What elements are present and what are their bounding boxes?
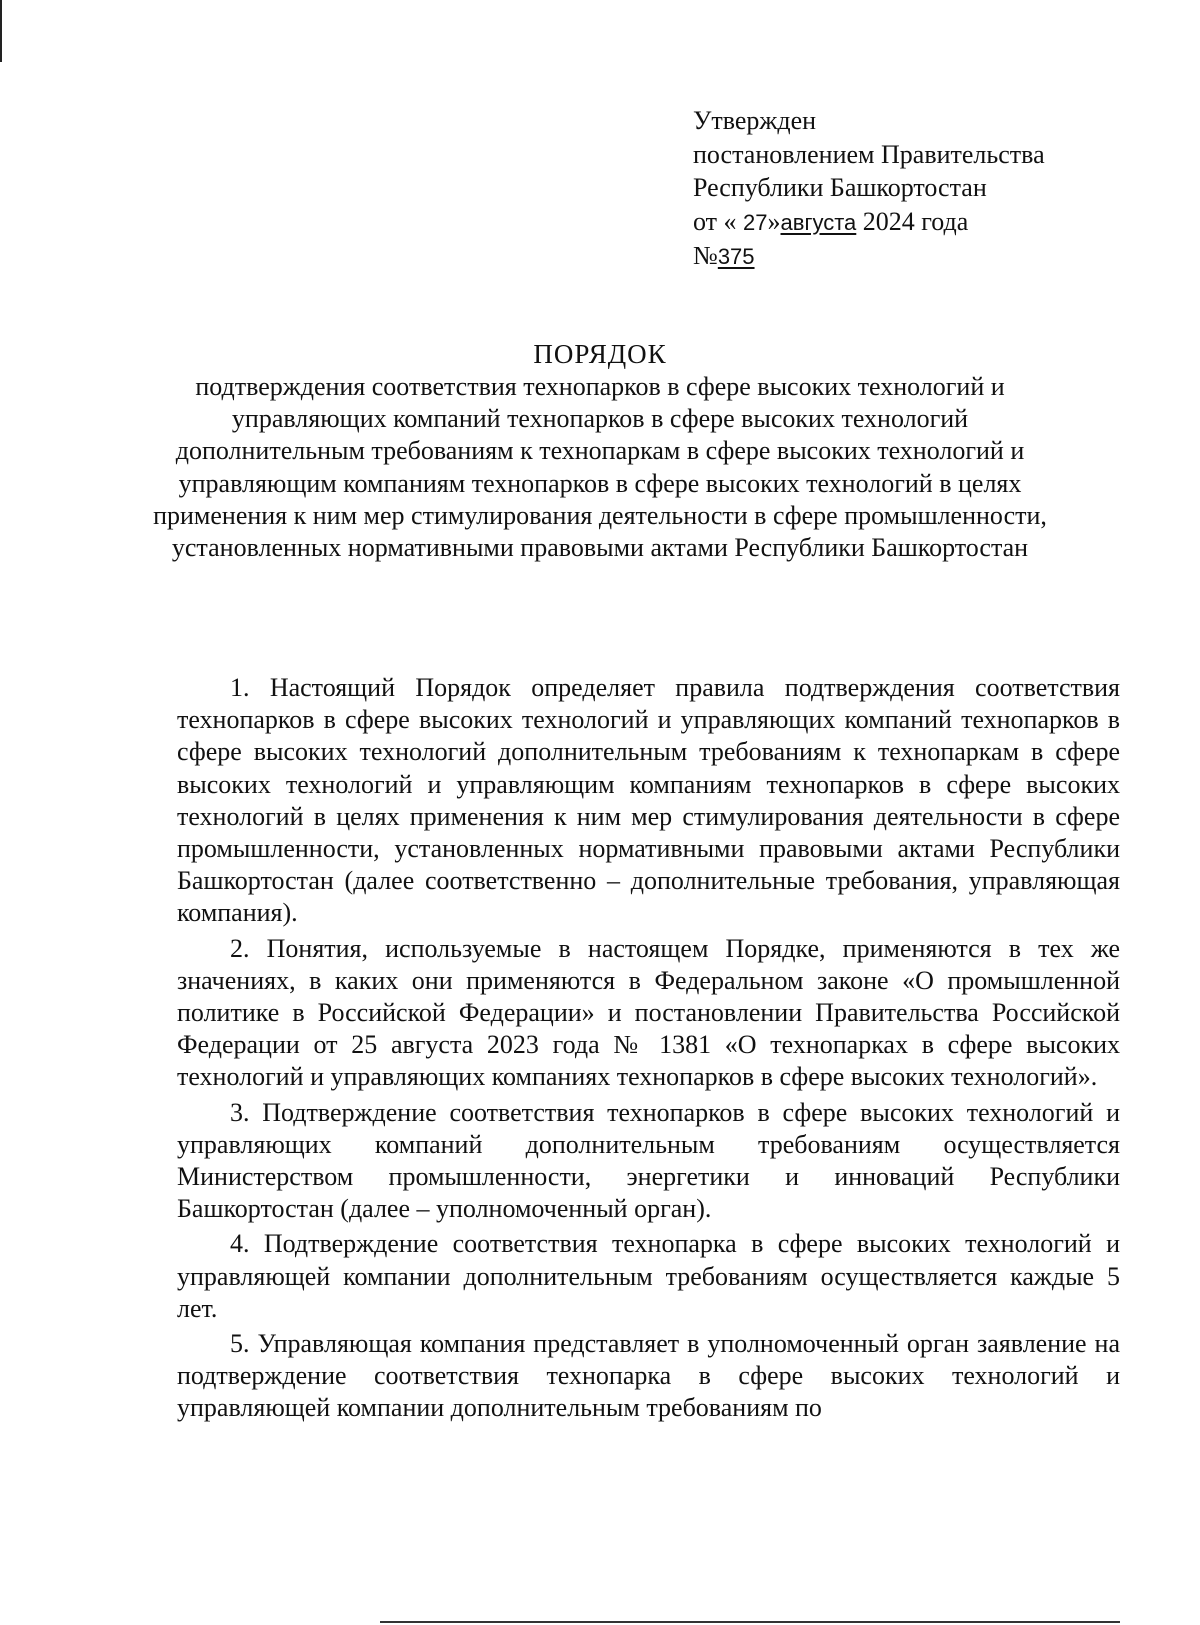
approval-line-3: Республики Башкортостан (693, 173, 987, 202)
approval-date (693, 205, 1045, 240)
approval-line-2: постановлением Правительства (693, 139, 1045, 169)
number-prefix: № (693, 241, 718, 270)
date-year: 2024 года (856, 206, 969, 236)
document-body (177, 672, 1120, 1425)
paragraph-5: 5. Управляющая компания представляет в уполномоченный орган заявление на подтверждение соответствия технопарка в сфере высоких технологий и управляющей компании дополнительным требованиям по (177, 1329, 1120, 1423)
date-month: августа (780, 209, 857, 235)
document-title-block (150, 337, 1050, 564)
document-subtitle: подтверждения соответствия технопарков в сфере высоких технологий и управляющих компаний технопарков в сфере высоких технологий дополнительным требованиям к технопаркам в сфере высоких технологий и управляющим компаниям технопарков в сфере высоких технологий в целях применения к ним мер стимулирования деятельности в сфере промышленности, установленных нормативными правовыми актами Республики Башкортостан (153, 372, 1047, 563)
scan-edge-line (0, 0, 2, 62)
approval-block (693, 104, 1045, 274)
paragraph-3: 3. Подтверждение соответствия технопарков в сфере высоких технологий и управляющих компаний дополнительным требованиям осуществляется Министерством промышленности, энергетики и инноваций Республики Башкортостан (далее – уполномоченный орган). (177, 1097, 1120, 1224)
date-day: 27 (743, 209, 768, 235)
document-title: ПОРЯДОК (533, 339, 667, 369)
date-prefix: от « (693, 206, 744, 236)
scan-bottom-line (380, 1621, 1120, 1623)
approval-line-1: Утвержден (693, 106, 817, 135)
date-quote: » (767, 206, 781, 236)
approval-number (693, 239, 1045, 274)
paragraph-1: 1. Настоящий Порядок определяет правила подтверждения соответствия технопарков в сфере высоких технологий и управляющих компаний технопарков в сфере высоких технологий дополнительным требованиям к технопаркам в сфере высоких технологий и управляющим компаниям технопарков в сфере высоких технологий в целях применения к ним мер стимулирования деятельности в сфере промышленности, установленных нормативными правовыми актами Республики Башкортостан (далее соответственно – дополнительные требования, управляющая компания). (177, 673, 1120, 928)
paragraph-4: 4. Подтверждение соответствия технопарка в сфере высоких технологий и управляющей компании дополнительным требованиям осуществляется каждые 5 лет. (177, 1229, 1120, 1323)
paragraph-2: 2. Понятия, используемые в настоящем Порядке, применяются в тех же значениях, в каких они применяются в Федеральном законе «О промышленной политике в Российской Федерации» и постановлении Правительства Российской Федерации от 25 августа 2023 года № 1381 «О технопарках в сфере высоких технологий и управляющих компаниях технопарков в сфере высоких технологий». (177, 933, 1120, 1092)
number-value: 375 (717, 244, 755, 269)
